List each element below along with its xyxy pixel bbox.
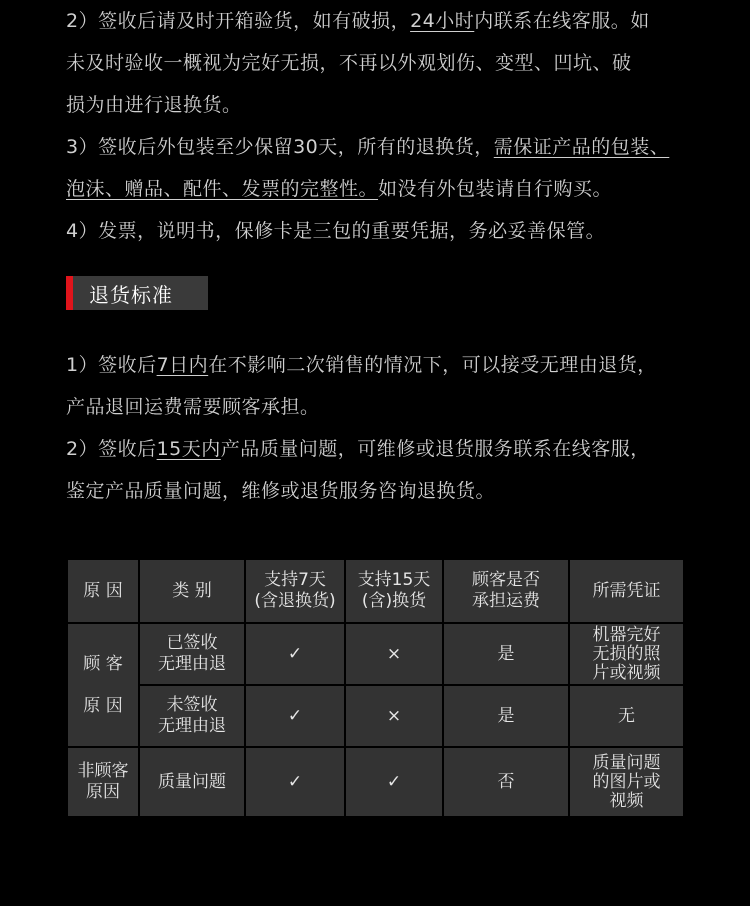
return-policy-table [66, 558, 685, 818]
table-header: 顾客是否 承担运费 [443, 559, 569, 623]
table-row [67, 685, 684, 747]
fee-cell: 否 [443, 747, 569, 817]
return-rule-2-line2: 鉴定产品质量问题，维修或退货服务咨询退换货。 [66, 480, 496, 502]
check-icon: ✓ [345, 747, 443, 817]
table-header: 所需凭证 [569, 559, 684, 623]
rule-2-line2: 未及时验收一概视为完好无损，不再以外观划伤、变型、凹坑、破 [66, 52, 632, 74]
rule-text: 产品质量问题，可维修或退货服务联系在线客服， [220, 438, 650, 460]
return-rule-2-line1 [66, 428, 657, 470]
rule-text: 2）签收后 [66, 438, 157, 460]
reason-cell: 顾 客 原 因 [67, 623, 139, 747]
rule-text: 1）签收后 [66, 354, 157, 376]
rule-highlight: 泡沫、赠品、配件、发票的完整性。 [66, 178, 379, 200]
rule-4: 4）发票，说明书，保修卡是三包的重要凭据，务必妥善保管。 [66, 220, 606, 242]
top-rules [66, 0, 669, 252]
table-header: 原 因 [67, 559, 139, 623]
rule-text: 如没有外包装请自行购买。 [378, 178, 613, 200]
rule-text: 2）签收后请及时开箱验货，如有破损， [66, 10, 411, 32]
check-icon: ✓ [245, 623, 345, 685]
category-cell: 未签收 无理由退 [139, 685, 245, 747]
return-rule-1-line2: 产品退回运费需要顾客承担。 [66, 396, 320, 418]
reason-cell: 非顾客 原因 [67, 747, 139, 817]
rule-3-line2 [66, 168, 669, 210]
cross-icon: × [345, 685, 443, 747]
rule-2-line3: 损为由进行退换货。 [66, 94, 242, 116]
check-icon: ✓ [245, 747, 345, 817]
rule-highlight: 15天内 [156, 438, 221, 460]
return-rule-1-line1 [66, 344, 657, 386]
table-header: 支持7天 (含退换货) [245, 559, 345, 623]
fee-cell: 是 [443, 623, 569, 685]
rule-text: 在不影响二次销售的情况下，可以接受无理由退货， [208, 354, 657, 376]
table-header-row [67, 559, 684, 623]
category-cell: 质量问题 [139, 747, 245, 817]
check-icon: ✓ [245, 685, 345, 747]
rule-highlight: 7日内 [156, 354, 209, 376]
proof-cell: 机器完好 无损的照 片或视频 [569, 623, 684, 685]
proof-cell: 无 [569, 685, 684, 747]
rule-3-line1 [66, 126, 669, 168]
rule-highlight: 24小时 [410, 10, 475, 32]
category-cell: 已签收 无理由退 [139, 623, 245, 685]
section-title-text: 退货标准 [89, 282, 173, 307]
section-title-return-standard [66, 276, 208, 310]
rule-2-line1 [66, 0, 669, 42]
rule-highlight: 需保证产品的包装、 [493, 136, 670, 158]
accent-bar [66, 276, 73, 310]
table-header: 支持15天 (含)换货 [345, 559, 443, 623]
return-rules [66, 344, 657, 512]
fee-cell: 是 [443, 685, 569, 747]
table-header: 类 别 [139, 559, 245, 623]
rule-text: 3）签收后外包装至少保留30天，所有的退换货， [66, 136, 494, 158]
proof-cell: 质量问题 的图片或 视频 [569, 747, 684, 817]
cross-icon: × [345, 623, 443, 685]
table-row [67, 623, 684, 685]
table-row [67, 747, 684, 817]
rule-text: 内联系在线客服。如 [474, 10, 650, 32]
